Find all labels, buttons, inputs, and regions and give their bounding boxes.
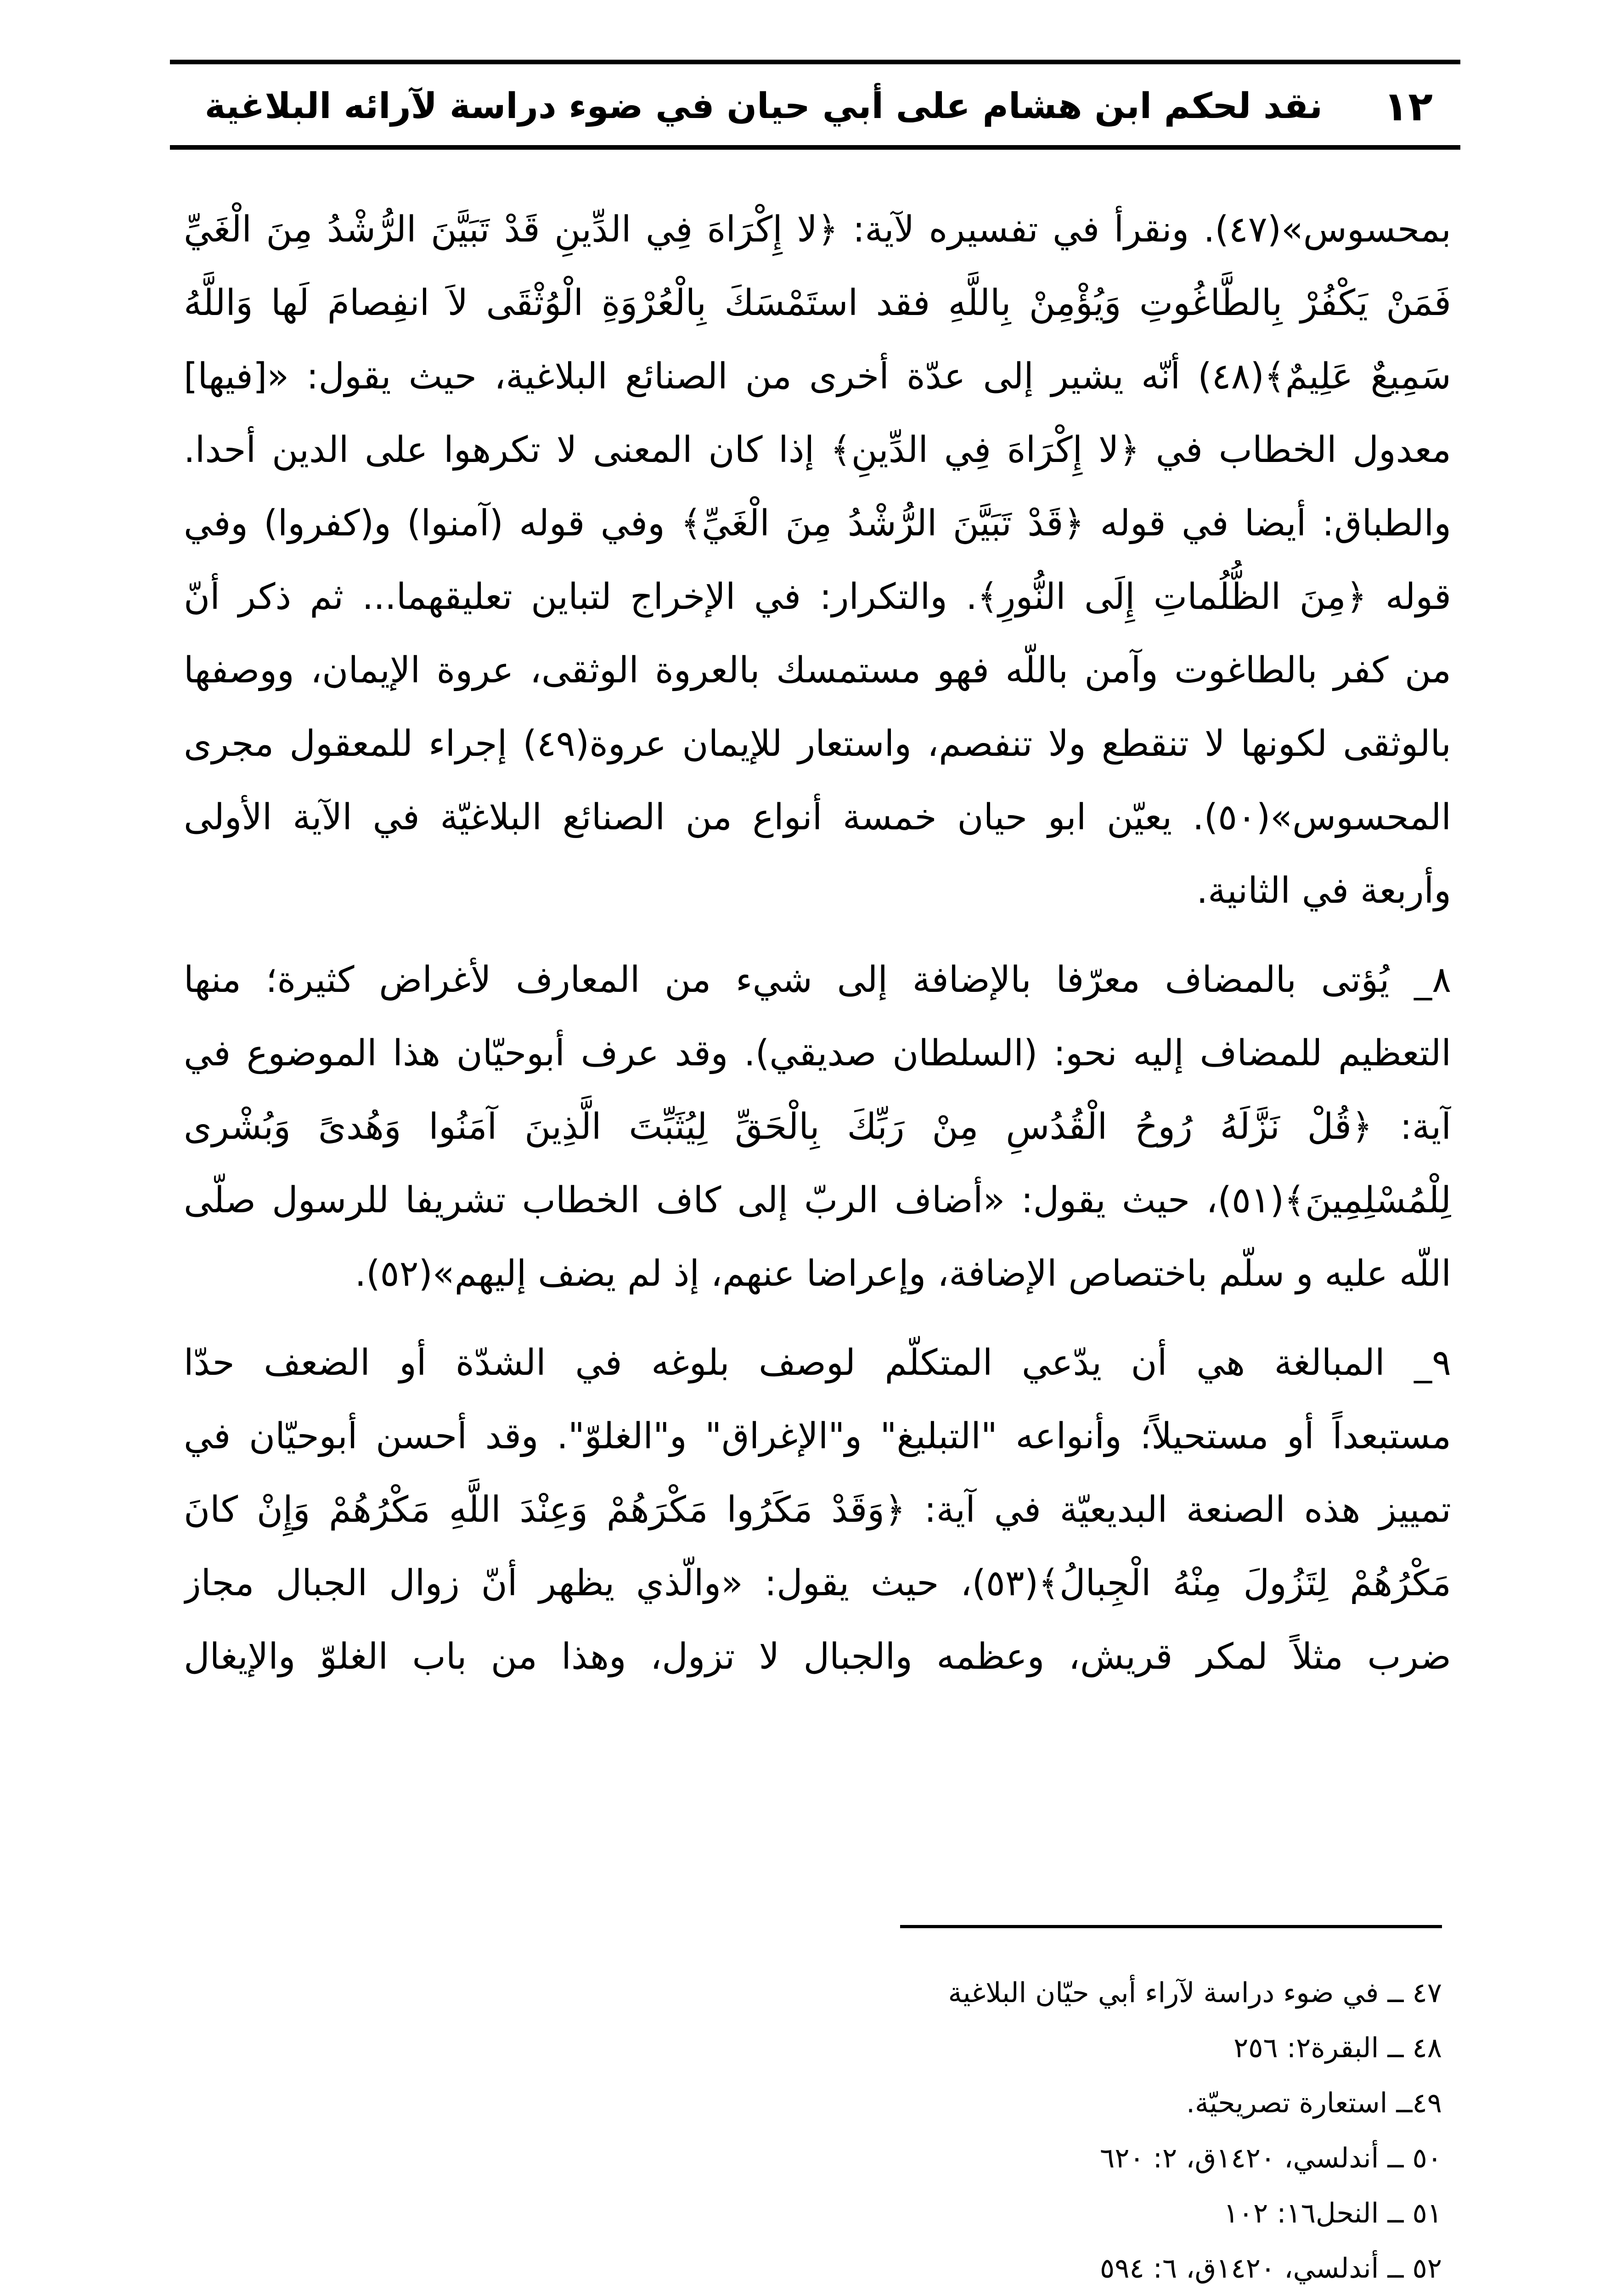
page-number: ١٢: [1383, 83, 1433, 130]
paragraph-2: [184, 943, 1451, 1311]
text-line: من كفر بالطاغوت وآمن باللّه فهو مستمسك بالعروة الوثقى، عروة الإيمان، ووصفها: [184, 650, 1451, 691]
text-line: مَكْرُهُمْ لِتَزُولَ مِنْهُ الْجِبالُ﴾(٥٣)، حيث يقول: «والّذي يظهر أنّ زوال الجبال مجاز: [184, 1563, 1451, 1604]
footnote-separator: [900, 1925, 1442, 1928]
text-line: التعظيم للمضاف إليه نحو: (السلطان صديقي). وقد عرف أبوحيّان هذا الموضوع في: [184, 1033, 1451, 1074]
paragraph-3: [184, 1326, 1451, 1694]
footnote-49: ٤٩ــ استعارة تصريحيّة.: [1186, 2087, 1442, 2119]
text-line: ٨_ يُؤتى بالمضاف معرّفا بالإضافة إلى شيء من المعارف لأغراض كثيرة؛ منها: [184, 959, 1451, 1001]
footnote-48: ٤٨ ــ البقرة٢: ٢٥٦: [1233, 2032, 1442, 2064]
text-line: وأربعة في الثانية.: [1196, 870, 1451, 912]
footnote-52: ٥٢ ــ أندلسي، ١٤٢٠ق، ٦: ٥٩٤: [1100, 2252, 1442, 2285]
header-bottom-rule: [170, 145, 1460, 150]
text-line: والطباق: أيضا في قوله ﴿قَدْ تَبَيَّنَ الرُّشْدُ مِنَ الْغَيِّ﴾ وفي قوله (آمنوا) و(كفروا) وفي: [184, 503, 1451, 544]
text-line: قوله ﴿مِنَ الظُّلُماتِ إِلَى النُّورِ﴾. والتكرار: في الإخراج لتباين تعليقهما... ثم ذكر أنّ: [184, 576, 1451, 618]
text-line: مستبعداً أو مستحيلاً؛ وأنواعه "التبليغ" و"الإغراق" و"الغلوّ". وقد أحسن أبوحيّان في: [184, 1416, 1451, 1457]
text-line: سَمِيعٌ عَلِيمٌ﴾(٤٨) أنّه يشير إلى عدّة أخرى من الصنائع البلاغية، حيث يقول: «[فيها]: [184, 356, 1451, 397]
footnotes: [615, 1965, 1442, 2296]
text-line: بالوثقى لكونها لا تنقطع ولا تنفصم، واستعار للإيمان عروة(٤٩) إجراء للمعقول مجرى: [184, 723, 1451, 765]
body-text: [184, 193, 1451, 1709]
running-title: نقد لحكم ابن هشام على أبي حيان في ضوء دراسة لآرائه البلاغية: [204, 86, 1323, 127]
text-line: ضرب مثلاً لمكر قريش، وعظمه والجبال لا تزول، وهذا من باب الغلوّ والإيغال: [184, 1636, 1451, 1677]
page-header: [170, 60, 1460, 152]
text-line: بمحسوس»(٤٧). ونقرأ في تفسيره لآية: ﴿لا إِكْرَاهَ فِي الدِّينِ قَدْ تَبَيَّنَ الرُّشْدُ مِنَ الْغَيِّ: [184, 209, 1451, 250]
text-line: اللّه عليه و سلّم باختصاص الإضافة، وإعراضا عنهم، إذ لم يضف إليهم»(٥٢).: [355, 1253, 1451, 1294]
footnote-51: ٥١ ــ النحل١٦: ١٠٢: [1223, 2197, 1442, 2229]
text-line: لِلْمُسْلِمِينَ﴾(٥١)، حيث يقول: «أضاف الربّ إلى كاف الخطاب تشريفا للرسول صلّى: [184, 1180, 1451, 1221]
footnote-50: ٥٠ ــ أندلسي، ١٤٢٠ق، ٢: ٦٢٠: [1100, 2142, 1442, 2174]
text-line: فَمَنْ يَكْفُرْ بِالطَّاغُوتِ وَيُؤْمِنْ بِاللَّهِ فقد استَمْسَكَ بِالْعُرْوَةِ الْوُثْقَى لاَ انفِصامَ لَها وَاللَّهُ: [184, 282, 1451, 324]
text-line: المحسوس»(٥٠). يعيّن ابو حيان خمسة أنواع من الصنائع البلاغيّة في الآية الأولى: [184, 797, 1451, 838]
paragraph-1: [184, 193, 1451, 928]
text-line: ٩_ المبالغة هي أن يدّعي المتكلّم لوصف بلوغه في الشدّة أو الضعف حدّا: [184, 1342, 1451, 1384]
footnote-47: ٤٧ ــ في ضوء دراسة لآراء أبي حيّان البلاغية: [948, 1977, 1442, 2009]
text-line: معدول الخطاب في ﴿لا إِكْرَاهَ فِي الدِّينِ﴾ إذا كان المعنى لا تكرهوا على الدين أحدا.: [184, 429, 1451, 471]
text-line: آية: ﴿قُلْ نَزَّلَهُ رُوحُ الْقُدُسِ مِنْ رَبِّكَ بِالْحَقِّ لِيُثَبِّتَ الَّذِينَ آمَنُوا وَهُدىً وَبُشْرى: [184, 1106, 1451, 1148]
text-line: تمييز هذه الصنعة البديعيّة في آية: ﴿وَقَدْ مَكَرُوا مَكْرَهُمْ وَعِنْدَ اللَّهِ مَكْرُهُمْ وَإِنْ كانَ: [184, 1489, 1451, 1531]
header-top-rule: [170, 60, 1460, 64]
